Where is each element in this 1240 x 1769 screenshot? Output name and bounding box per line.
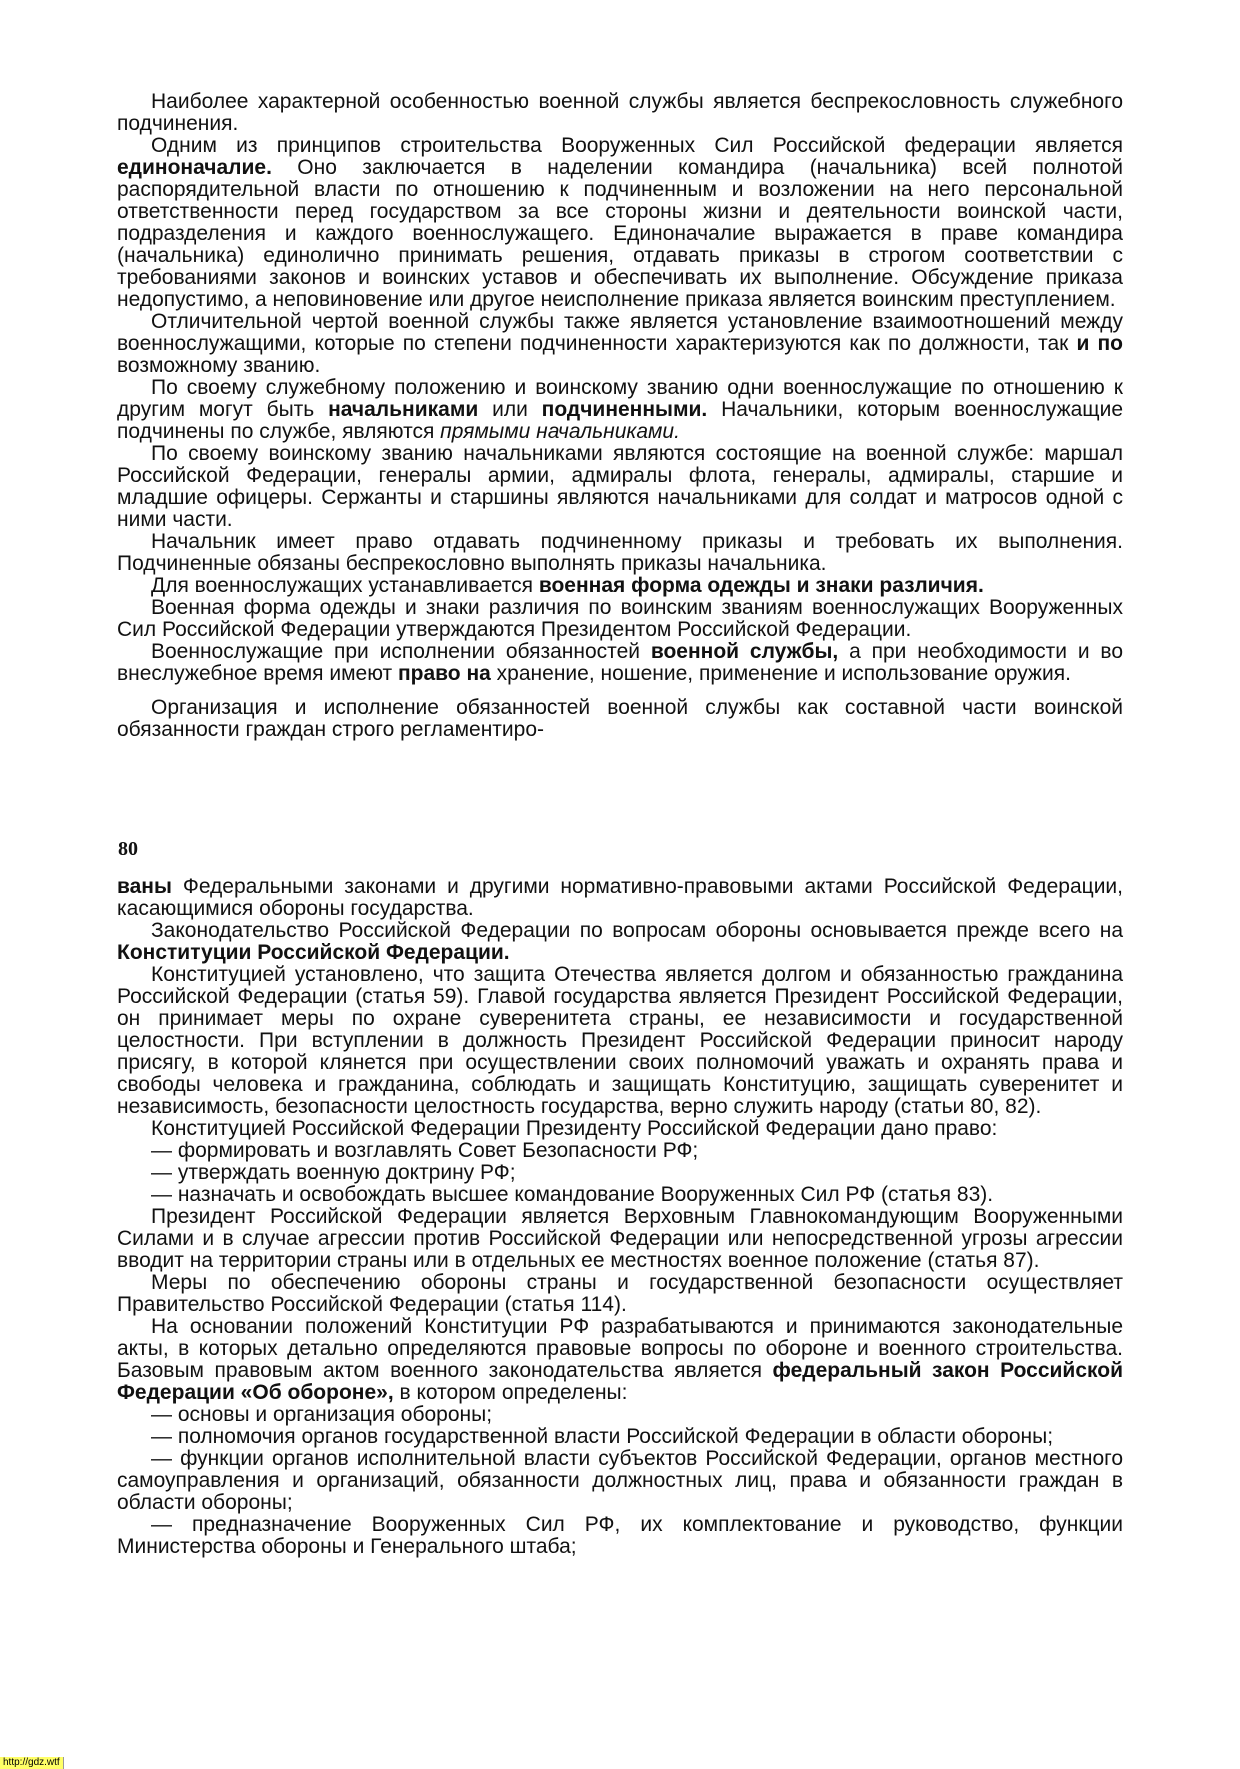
paragraph (117, 531, 1123, 575)
text-run: Конституцией установлено, что защита Отечества является долгом и обязанностью гражданина Российской Федерации (статья 59). Главой государства является Президент Российской Федерации, он принимает меры по охране суверенитета страны, ее независимости и государственной целостности. При вступлении в должность Президент Российской Федерации приносит народу присягу, в которой клянется при осуществлении своих полномочий уважать и охранять права и свободы человека и гражданина, соблюдать и защищать Конституцию, защищать суверенитет и независимость, безопасности целостность государства, верно служить народу (статьи 80, 82). (117, 963, 1123, 1118)
paragraph (117, 1426, 1123, 1448)
text-run: — формировать и возглавлять Совет Безопасности РФ; (151, 1139, 699, 1162)
bold-text: подчиненными. (541, 398, 708, 421)
page-number: 80 (118, 838, 138, 860)
text-run: Военнослужащие при исполнении обязанностей (151, 640, 651, 663)
bold-text: Конституции Российской Федерации. (117, 941, 510, 964)
paragraph (117, 1514, 1123, 1558)
text-run: По своему воинскому званию начальниками являются состоящие на военной службе: маршал Российской Федерации, генералы армии, адмиралы флота, генералы, адмиралы, старшие и младшие офицеры. Сержанты и старшины являются начальниками для солдат и матросов одной с ними части. (117, 442, 1123, 531)
text-run: На основании положений Конституции РФ разрабатываются и принимаются законодательные акты, в которых детально определяются правовые вопросы по обороне и военного строительства. Базовым правовым актом военного законодательства является (117, 1315, 1123, 1382)
paragraph (117, 641, 1123, 685)
paragraph (117, 876, 1123, 920)
paragraph (117, 1162, 1123, 1184)
bold-text: ваны (117, 875, 172, 898)
paragraph (117, 1118, 1123, 1140)
paragraph (117, 697, 1123, 741)
paragraph (117, 91, 1123, 135)
text-run: Отличительной чертой военной службы также является установление взаимоотношений между военнослужащими, которые по степени подчиненности характеризуются как по должности, так (117, 310, 1123, 355)
bold-text: военная форма одежды и знаки различия. (538, 574, 984, 597)
text-run: Оно заключается в наделении командира (начальника) всей полнотой распорядительной власти по отношению к подчиненным и возложении на него персональной ответственности перед государством за все стороны жизни и деятельности воинской части, подразделения и каждого военнослужащего. Единоначалие выражается в праве командира (начальника) единолично принимать решения, отдавать приказы в строгом соответствии с требованиями законов и воинских уставов и обеспечивать их выполнение. Обсуждение приказа недопустимо, а неповиновение или другое неисполнение приказа является воинским преступлением. (117, 156, 1123, 311)
paragraph (117, 311, 1123, 377)
text-run: — назначать и освобождать высшее командование Вооруженных Сил РФ (статья 83). (151, 1183, 994, 1206)
text-run: По своему служебному положению и воинскому званию одни военнослужащие по отношению к другим могут быть (117, 376, 1123, 421)
bold-text: и по (1076, 332, 1123, 355)
text-run: — основы и организация обороны; (151, 1403, 493, 1426)
text-run: — функции органов исполнительной власти субъектов Российской Федерации, органов местного самоуправления и организаций, обязанности должностных лиц, права и обязанности граждан в области обороны; (117, 1447, 1123, 1514)
paragraph (117, 920, 1123, 964)
paragraph (117, 597, 1123, 641)
text-run: Конституцией Российской Федерации Президенту Российской Федерации дано право: (151, 1117, 998, 1140)
text-run: Военная форма одежды и знаки различия по воинским званиям военнослужащих Вооруженных Сил Российской Федерации утверждаются Президентом Российской Федерации. (117, 596, 1123, 641)
bold-text: военной службы, (650, 640, 839, 663)
paragraph (117, 1316, 1123, 1404)
bold-text: начальниками (328, 398, 479, 421)
text-block-bottom (117, 876, 1123, 1558)
text-block-top (117, 91, 1123, 741)
text-run: в котором определены: (393, 1381, 628, 1404)
paragraph (117, 964, 1123, 1118)
text-run: Начальники, которым военнослужащие подчинены по службе, являются (117, 398, 1123, 443)
text-run: хранение, ношение, применение и использование оружия. (490, 662, 1071, 685)
paragraph (117, 575, 1123, 597)
text-run: Для военнослужащих устанавливается (151, 574, 539, 597)
text-run: Законодательство Российской Федерации по вопросам обороны основывается прежде всего на (151, 919, 1123, 942)
text-run: Наиболее характерной особенностью военной службы является беспрекословность служебного подчинения. (117, 90, 1123, 135)
paragraph (117, 135, 1123, 311)
text-run: или (478, 398, 542, 421)
text-run: а при необходимости и во внеслужебное время имеют (117, 640, 1123, 685)
paragraph (117, 1448, 1123, 1514)
italic-text: прямыми начальниками. (440, 420, 680, 443)
paragraph (117, 1404, 1123, 1426)
text-run: Меры по обеспечению обороны страны и государственной безопасности осуществляет Правительство Российской Федерации (статья 114). (117, 1271, 1123, 1316)
paragraph (117, 1140, 1123, 1162)
paragraph (117, 443, 1123, 531)
bold-text: право на (397, 662, 491, 685)
text-run: Федеральными законами и другими нормативно-правовыми актами Российской Федерации, касающимися обороны государства. (117, 875, 1123, 920)
text-run: Одним из принципов строительства Вооруженных Сил Российской федерации является (151, 134, 1123, 157)
text-run: — утверждать военную доктрину РФ; (151, 1161, 516, 1184)
text-run: Начальник имеет право отдавать подчиненному приказы и требовать их выполнения. Подчиненные обязаны беспрекословно выполнять приказы начальника. (117, 530, 1123, 575)
paragraph (117, 377, 1123, 443)
text-run: — полномочия органов государственной власти Российской Федерации в области обороны; (151, 1425, 1054, 1448)
text-run: — предназначение Вооруженных Сил РФ, их комплектование и руководство, функции Министерства обороны и Генерального штаба; (117, 1513, 1123, 1558)
paragraph (117, 1184, 1123, 1206)
text-run: Президент Российской Федерации является Верховным Главнокомандующим Вооруженными Силами и в случае агрессии против Российской Федерации или непосредственной угрозы агрессии вводит на территории страны или в отдельных ее местностях военное положение (статья 87). (117, 1205, 1123, 1272)
paragraph (117, 1206, 1123, 1272)
bold-text: федеральный закон Российской Федерации «Об обороне», (117, 1359, 1123, 1404)
text-run: возможному званию. (117, 354, 321, 377)
paragraph (117, 1272, 1123, 1316)
watermark-link[interactable]: http://gdz.wtf (0, 1757, 64, 1769)
text-run: Организация и исполнение обязанностей военной службы как составной части воинской обязанности граждан строго регламентиро- (117, 696, 1123, 741)
bold-text: единоначалие. (117, 156, 272, 179)
